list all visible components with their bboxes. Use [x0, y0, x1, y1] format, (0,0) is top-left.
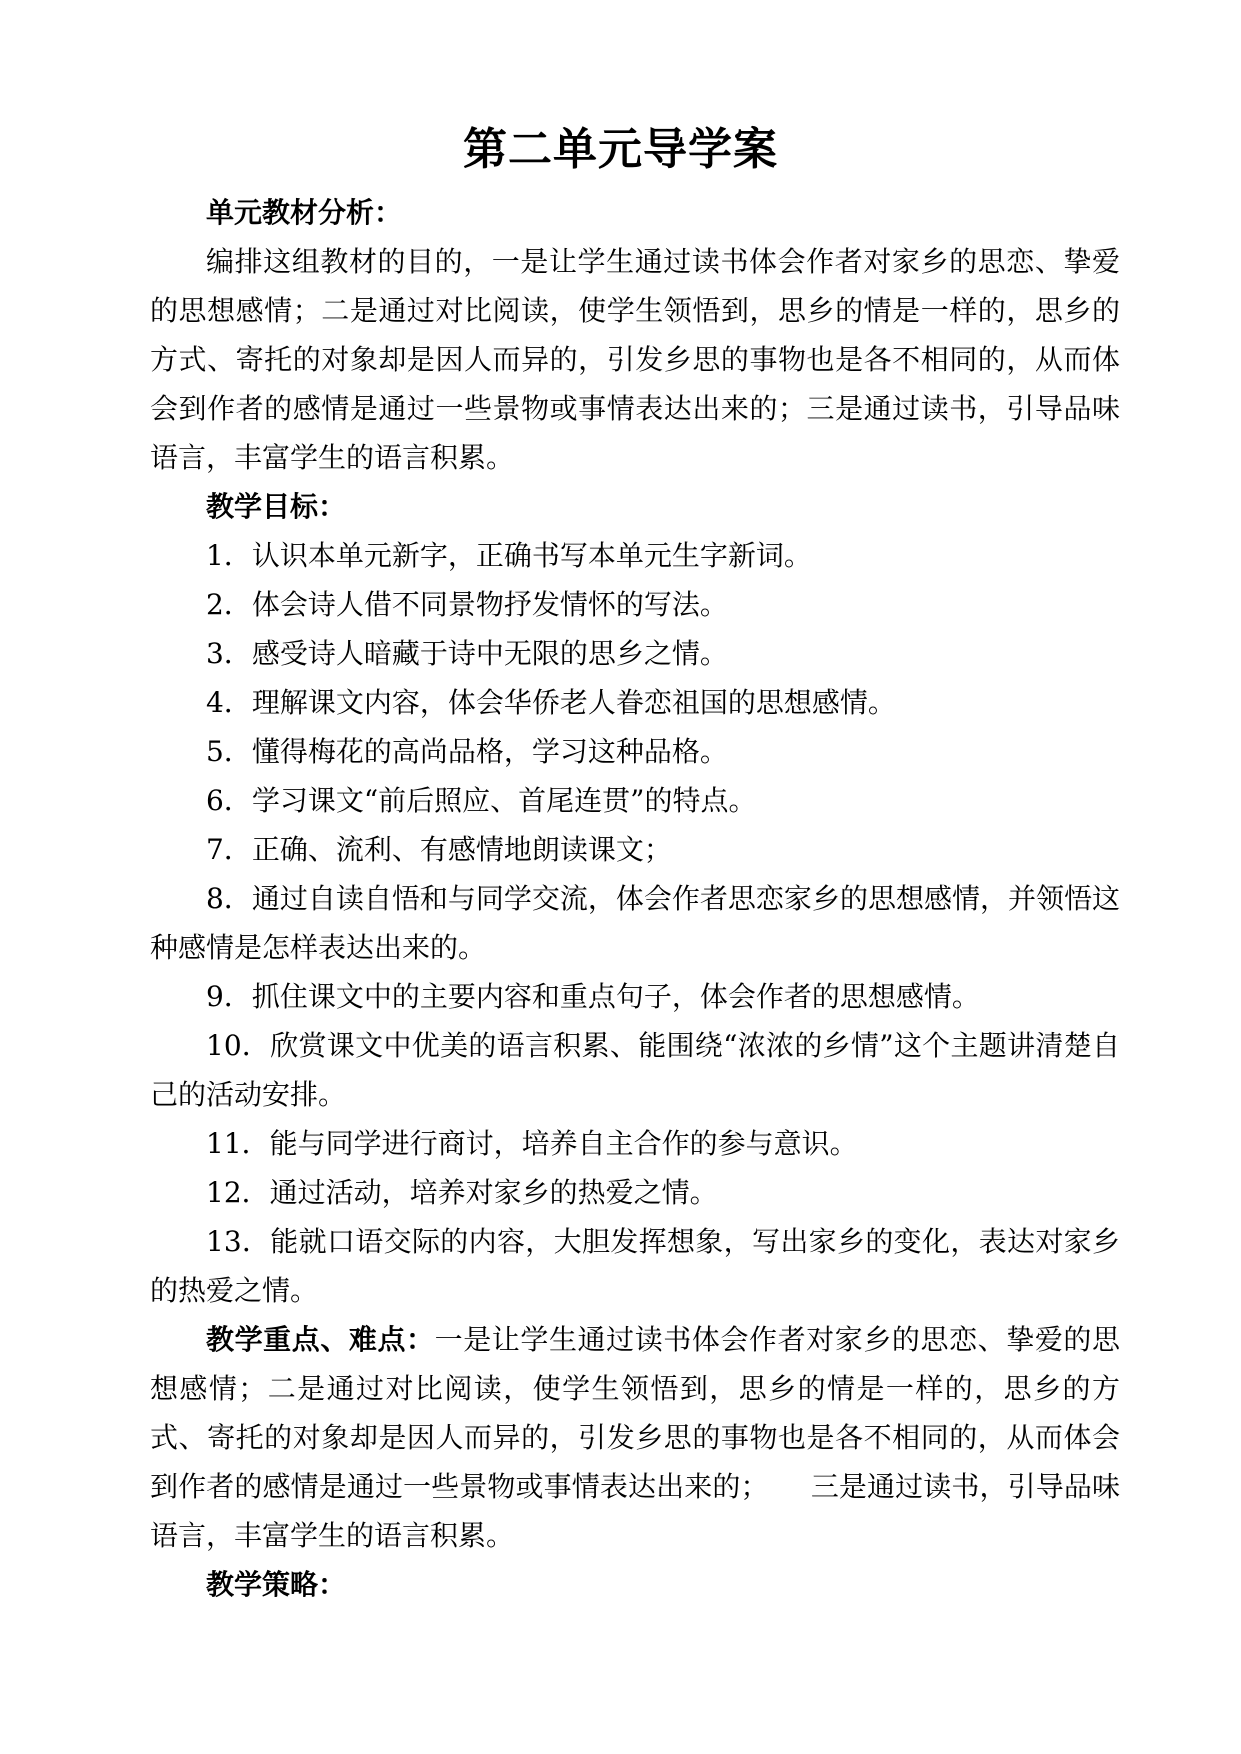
analysis-heading: 单元教材分析： [206, 196, 403, 229]
strategy-heading: 教学策略： [206, 1568, 347, 1601]
goal-item-13: 13．能就口语交际的内容，大胆发挥想象，写出家乡的变化，表达对家乡的热爱之情。 [150, 1225, 1120, 1307]
goals-heading: 教学目标： [206, 490, 347, 523]
goal-item-3: 3．感受诗人暗藏于诗中无限的思乡之情。 [206, 637, 728, 670]
analysis-paragraph: 编排这组教材的目的，一是让学生通过读书体会作者对家乡的思恋、挚爱的思想感情；二是通过对比阅读，使学生领悟到，思乡的情是一样的，思乡的方式、寄托的对象却是因人而异的，引发乡思的事物也是各不相同的，从而体会到作者的感情是通过一些景物或事情表达出来的；三是通过读书，引导品味语言，丰富学生的语言积累。 [150, 245, 1120, 474]
goal-item-10: 10．欣赏课文中优美的语言积累、能围绕“浓浓的乡情”这个主题讲清楚自己的活动安排。 [150, 1029, 1120, 1111]
keypoints-text: 一是让学生通过读书体会作者对家乡的思恋、挚爱的思想感情；二是通过对比阅读，使学生领悟到，思乡的情是一样的，思乡的方式、寄托的对象却是因人而异的，引发乡思的事物也是各不相同的，从而体会到作者的感情是通过一些景物或事情表达出来的； 三是通过读书，引导品味语言，丰富学生的语言积累。 [150, 1323, 1120, 1552]
goal-item-1: 1．认识本单元新字，正确书写本单元生字新词。 [206, 539, 812, 572]
goal-item-6: 6．学习课文“前后照应、首尾连贯”的特点。 [206, 784, 757, 817]
goal-item-12: 12．通过活动，培养对家乡的热爱之情。 [206, 1176, 718, 1209]
keypoints-paragraph [150, 1315, 1120, 1560]
page-title: 第二单元导学案 [463, 124, 778, 175]
goal-item-11: 11．能与同学进行商讨，培养自主合作的参与意识。 [206, 1127, 858, 1160]
keypoints-heading: 教学重点、难点： [206, 1323, 435, 1356]
goal-item-8: 8．通过自读自悟和与同学交流，体会作者思恋家乡的思想感情，并领悟这种感情是怎样表达出来的。 [150, 882, 1120, 964]
goal-item-9: 9．抓住课文中的主要内容和重点句子，体会作者的思想感情。 [206, 980, 980, 1013]
goal-item-2: 2．体会诗人借不同景物抒发情怀的写法。 [206, 588, 728, 621]
goal-item-7: 7．正确、流利、有感情地朗读课文； [206, 833, 672, 866]
goal-item-4: 4．理解课文内容，体会华侨老人眷恋祖国的思想感情。 [206, 686, 896, 719]
document-body [150, 188, 1120, 1609]
goal-item-5: 5．懂得梅花的高尚品格，学习这种品格。 [206, 735, 728, 768]
